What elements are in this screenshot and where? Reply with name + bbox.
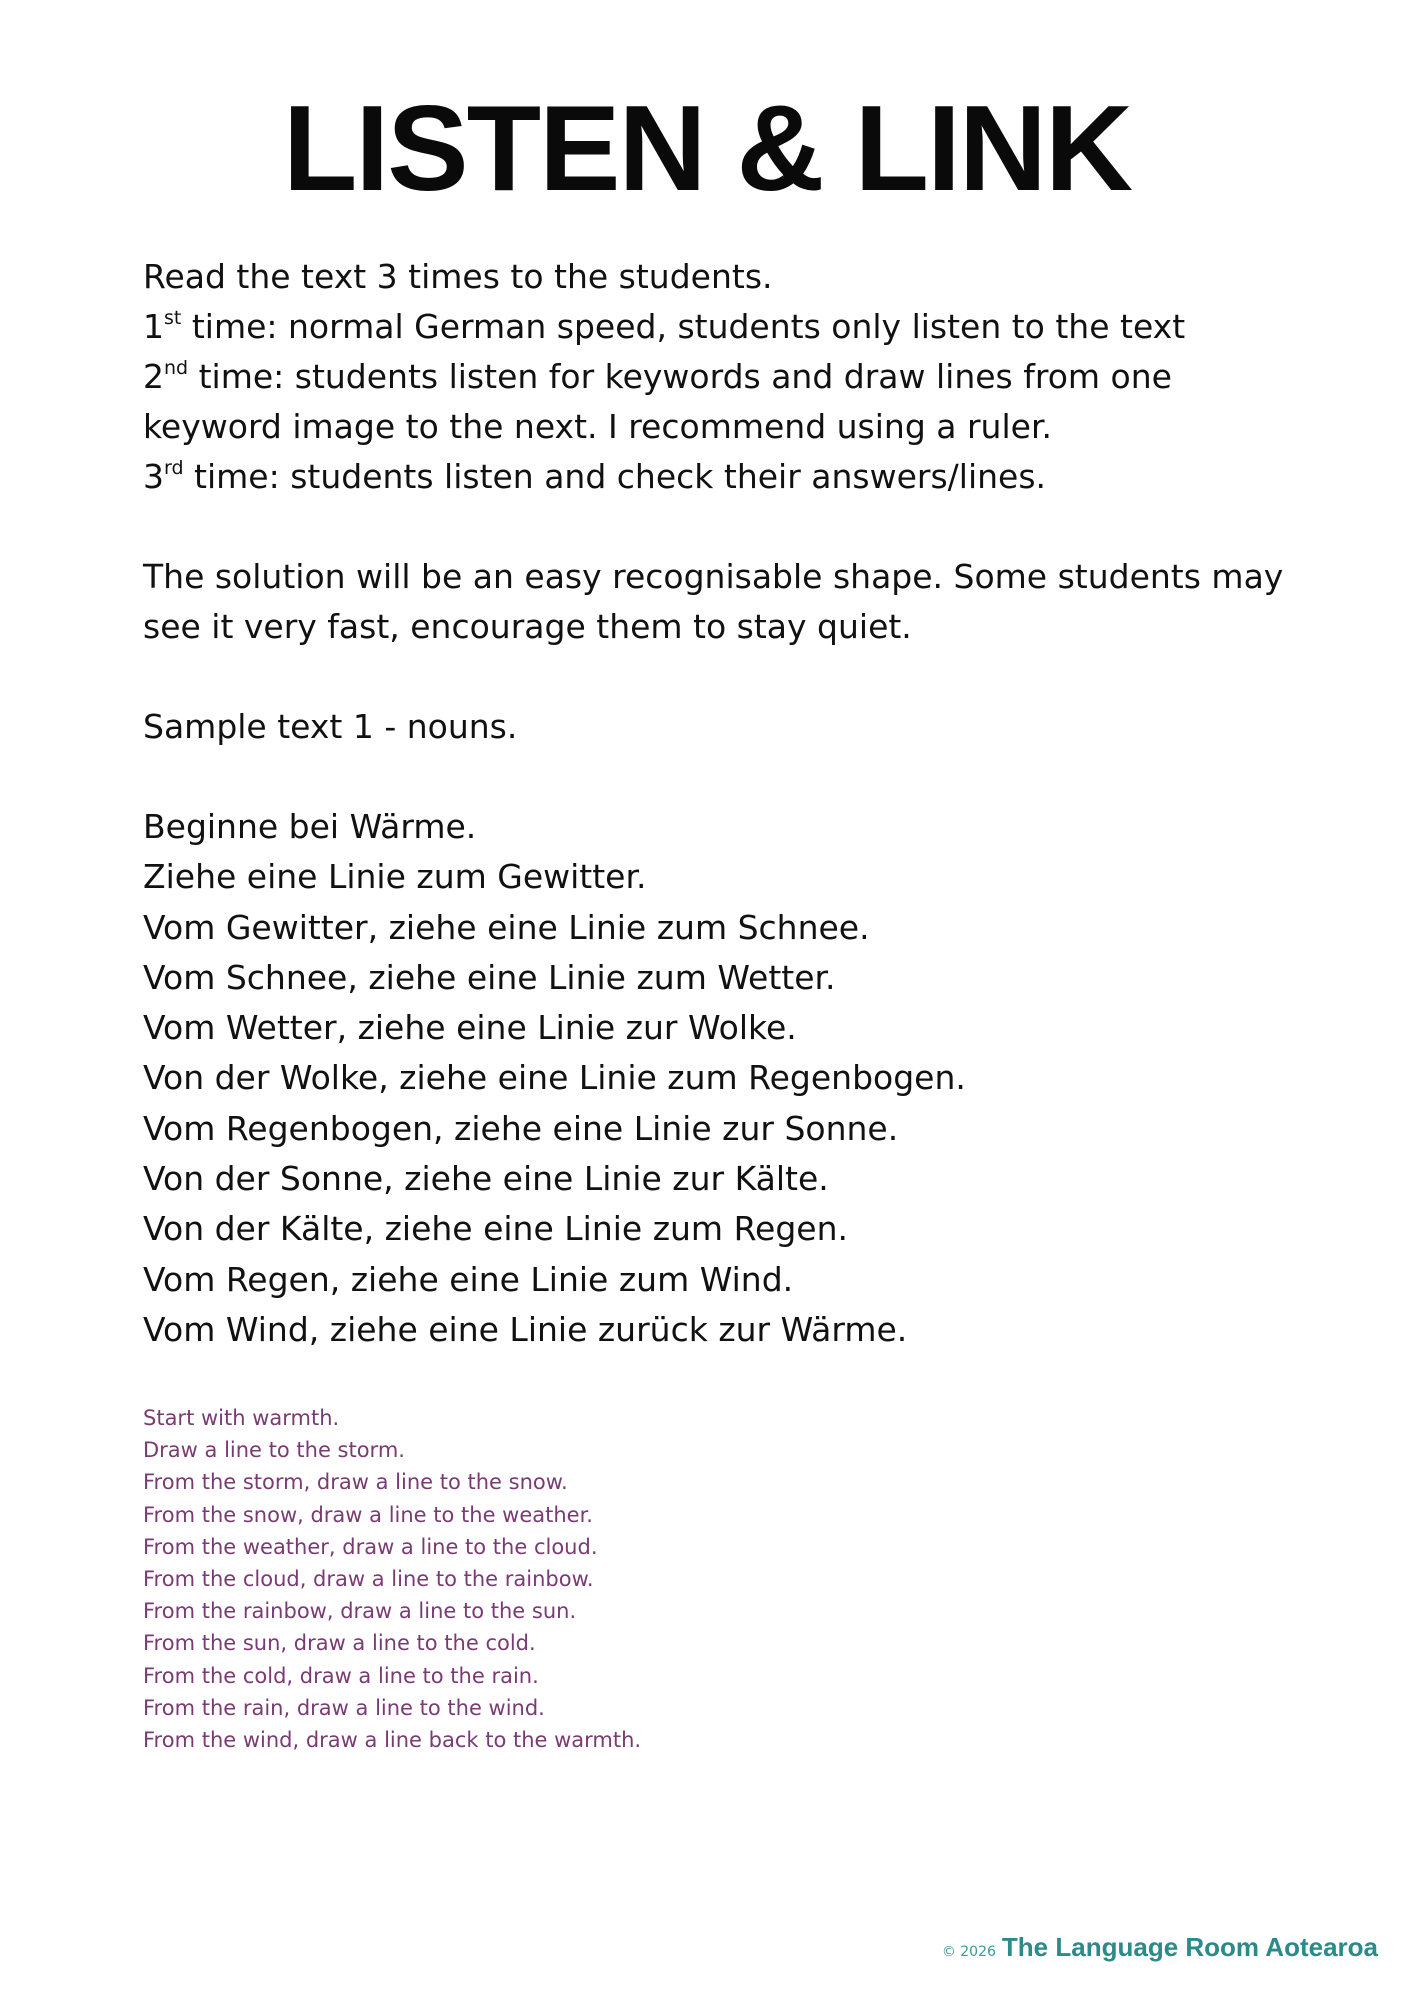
step-number: 3 bbox=[143, 457, 164, 496]
instruction-step-2-continued: keyword image to the next. I recommend using a ruler. bbox=[143, 407, 1052, 446]
page-title: LISTEN & LINK bbox=[282, 80, 1132, 216]
step-text: time: normal German speed, students only listen to the text bbox=[181, 307, 1186, 346]
instruction-intro: Read the text 3 times to the students. bbox=[143, 257, 773, 296]
copyright: © 2026 bbox=[941, 1944, 996, 1960]
german-line: Ziehe eine Linie zum Gewitter. bbox=[143, 857, 647, 897]
german-line: Von der Wolke, ziehe eine Linie zum Regenbogen. bbox=[143, 1058, 966, 1098]
sample-heading: Sample text 1 - nouns. bbox=[143, 707, 518, 746]
english-line: Draw a line to the storm. bbox=[143, 1438, 405, 1463]
spacer bbox=[143, 502, 1303, 552]
english-line: From the cold, draw a line to the rain. bbox=[143, 1663, 539, 1688]
instruction-step-3 bbox=[143, 452, 1303, 502]
step-ordinal-suffix: rd bbox=[164, 457, 184, 479]
solution-note-line-2: see it very fast, encourage them to stay quiet. bbox=[143, 607, 912, 646]
english-line: From the storm, draw a line to the snow. bbox=[143, 1470, 568, 1495]
instruction-step-1 bbox=[143, 302, 1303, 352]
english-line: From the weather, draw a line to the cloud. bbox=[143, 1534, 598, 1559]
instruction-step-2 bbox=[143, 352, 1303, 402]
step-text: time: students listen and check their answers/lines. bbox=[183, 457, 1047, 496]
german-instruction-list bbox=[143, 802, 1303, 1355]
step-number: 2 bbox=[143, 357, 164, 396]
english-line: From the snow, draw a line to the weather. bbox=[143, 1502, 593, 1527]
german-line: Vom Wetter, ziehe eine Linie zur Wolke. bbox=[143, 1008, 797, 1048]
german-line: Vom Regenbogen, ziehe eine Linie zur Sonne. bbox=[143, 1108, 899, 1148]
step-ordinal-suffix: nd bbox=[164, 357, 189, 379]
english-line: From the rainbow, draw a line to the sun. bbox=[143, 1599, 577, 1624]
english-line: Start with warmth. bbox=[143, 1406, 340, 1430]
german-line: Vom Regen, ziehe eine Linie zum Wind. bbox=[143, 1259, 794, 1299]
english-translation-list bbox=[143, 1402, 641, 1756]
spacer bbox=[143, 752, 1303, 802]
brand-name: The Language Room Aotearoa bbox=[1001, 1932, 1378, 1962]
footer bbox=[942, 1932, 1378, 1963]
spacer bbox=[143, 652, 1303, 702]
english-line: From the sun, draw a line to the cold. bbox=[143, 1631, 536, 1656]
english-line: From the rain, draw a line to the wind. bbox=[143, 1695, 545, 1720]
german-line: Von der Kälte, ziehe eine Linie zum Regen. bbox=[143, 1209, 848, 1249]
english-line: From the wind, draw a line back to the warmth. bbox=[143, 1728, 642, 1753]
german-line: Vom Gewitter, ziehe eine Linie zum Schnee. bbox=[143, 907, 870, 947]
german-line: Vom Schnee, ziehe eine Linie zum Wetter. bbox=[143, 957, 836, 997]
instructions-block bbox=[143, 252, 1303, 1355]
english-line: From the cloud, draw a line to the rainbow. bbox=[143, 1567, 594, 1592]
step-text: time: students listen for keywords and draw lines from one bbox=[188, 357, 1172, 396]
german-line: Von der Sonne, ziehe eine Linie zur Kälte. bbox=[143, 1159, 829, 1199]
step-number: 1 bbox=[143, 307, 164, 346]
german-line: Vom Wind, ziehe eine Linie zurück zur Wärme. bbox=[143, 1309, 908, 1349]
german-line: Beginne bei Wärme. bbox=[143, 807, 477, 846]
solution-note-line-1: The solution will be an easy recognisable shape. Some students may bbox=[143, 557, 1284, 596]
step-ordinal-suffix: st bbox=[164, 307, 182, 329]
